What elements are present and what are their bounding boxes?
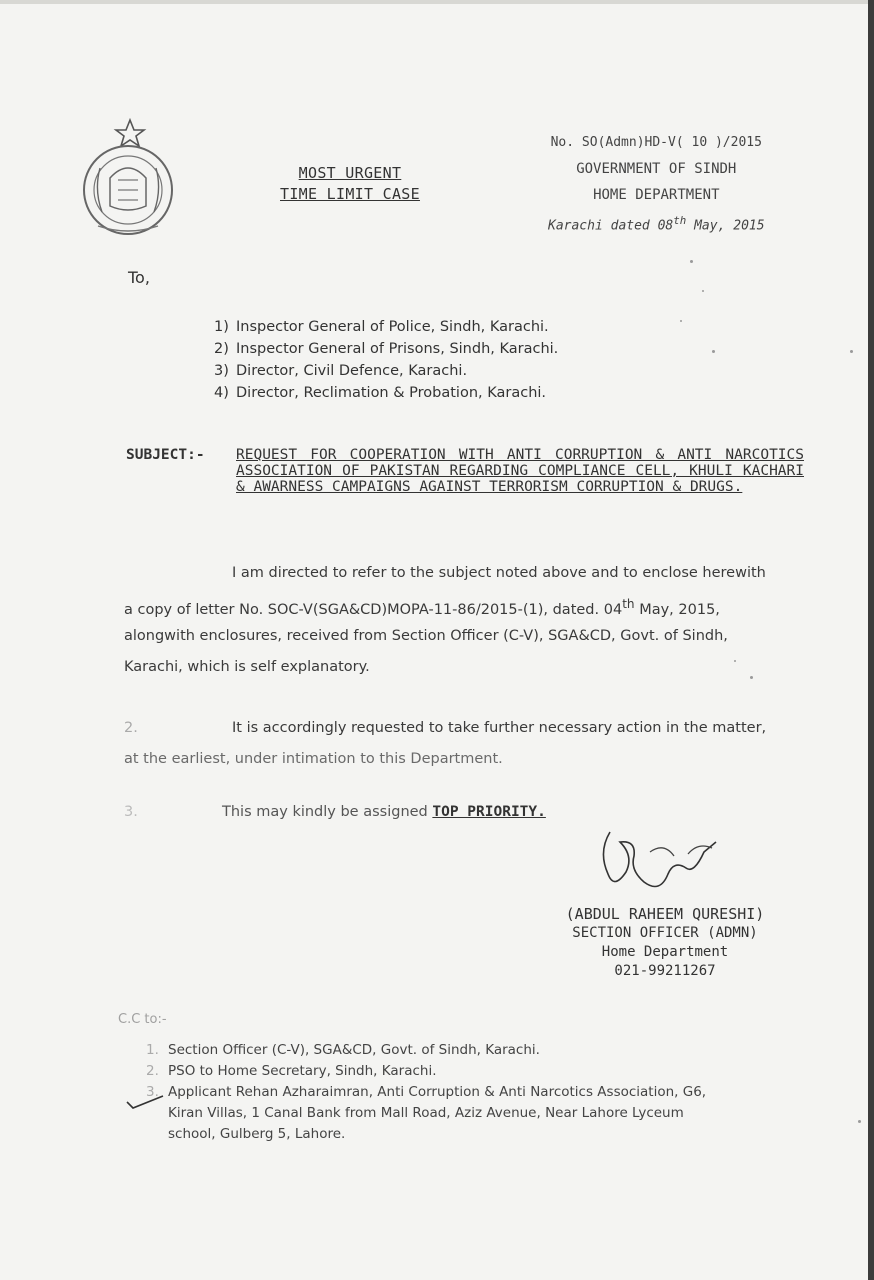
item-number: 2. <box>146 1063 159 1079</box>
p2-line1-text: It is accordingly requested to take further necessary action in the matter, <box>232 720 767 736</box>
paragraph-1-line-3: alongwith enclosures, received from Section Officer (C-V), SGA&CD, Govt. of Sindh, <box>124 628 728 644</box>
scan-speck <box>680 320 682 322</box>
item-text: school, Gulberg 5, Lahore. <box>168 1126 346 1142</box>
list-item <box>214 338 558 360</box>
subject-label: SUBJECT:- <box>126 447 205 463</box>
paragraph-2-line-1 <box>124 720 766 736</box>
government-name: GOVERNMENT OF SINDH <box>576 161 737 177</box>
department-name: HOME DEPARTMENT <box>593 187 720 203</box>
item-text: Inspector General of Prisons, Sindh, Karachi. <box>236 341 559 357</box>
list-item <box>214 382 558 404</box>
date-prefix: Karachi dated 08 <box>548 218 674 234</box>
p3-text: This may kindly be assigned <box>222 804 433 820</box>
item-text: Director, Civil Defence, Karachi. <box>236 363 468 379</box>
government-seal-icon <box>80 118 176 238</box>
reference-number: No. SO(Admn)HD-V( 10 )/2015 <box>550 135 762 150</box>
p1-line2-sup: th <box>622 597 635 611</box>
letter-date <box>548 208 765 239</box>
item-number: 1) <box>214 319 229 335</box>
paragraph-number: 2. <box>124 720 138 736</box>
list-item <box>146 1103 706 1124</box>
list-item <box>214 360 558 382</box>
time-limit-line: TIME LIMIT CASE <box>280 185 420 203</box>
paragraph-number: 3. <box>124 804 138 820</box>
scan-speck <box>858 1120 861 1123</box>
list-item <box>214 316 558 338</box>
signatory-phone: 021-99211267 <box>614 963 716 979</box>
recipient-list <box>214 316 558 404</box>
date-suffix: May, 2015 <box>686 218 765 234</box>
item-text: PSO to Home Secretary, Sindh, Karachi. <box>168 1063 437 1079</box>
paragraph-1-line-1: I am directed to refer to the subject noted above and to enclose herewith <box>232 565 766 581</box>
page-right-edge <box>868 0 874 1280</box>
to-label: To, <box>128 268 150 287</box>
item-text: Director, Reclimation & Probation, Karachi. <box>236 385 547 401</box>
urgency-heading <box>280 163 420 205</box>
scan-speck <box>734 660 736 662</box>
cc-list <box>146 1040 706 1145</box>
paragraph-1-line-2 <box>124 597 720 618</box>
item-number: 3) <box>214 363 229 379</box>
item-text: Inspector General of Police, Sindh, Karachi. <box>236 319 549 335</box>
scan-speck <box>690 260 693 263</box>
scan-speck <box>850 350 853 353</box>
signatory-name: (ABDUL RAHEEM QURESHI) <box>565 905 765 923</box>
page-top-edge <box>0 0 874 4</box>
letterhead <box>548 130 765 239</box>
list-item <box>146 1061 706 1082</box>
p1-line2-tail: May, 2015, <box>634 601 720 618</box>
paragraph-3 <box>124 804 546 820</box>
signatory-title: SECTION OFFICER (ADMN) <box>572 925 758 941</box>
scan-speck <box>702 290 704 292</box>
item-text: Applicant Rehan Azharaimran, Anti Corruption & Anti Narcotics Association, G6, <box>168 1084 707 1100</box>
item-text: Section Officer (C-V), SGA&CD, Govt. of Sindh, Karachi. <box>168 1042 540 1058</box>
p1-line2-text: a copy of letter No. SOC-V(SGA&CD)MOPA-11-86/2015-(1), dated. 04 <box>124 601 623 618</box>
item-number: 4) <box>214 385 229 401</box>
urgent-line: MOST URGENT <box>298 164 402 182</box>
list-item <box>146 1124 706 1145</box>
signatory-department: Home Department <box>601 944 729 960</box>
item-number: 3. <box>146 1084 159 1100</box>
item-number: 1. <box>146 1042 159 1058</box>
item-text: Kiran Villas, 1 Canal Bank from Mall Road, Aziz Avenue, Near Lahore Lyceum <box>168 1105 684 1121</box>
cc-label: C.C to:- <box>118 1012 167 1027</box>
subject-text: REQUEST FOR COOPERATION WITH ANTI CORRUPTION & ANTI NARCOTICS ASSOCIATION OF PAKISTAN REGARDING COMPLIANCE CELL, KHULI KACHARI & AWARNESS CAMPAIGNS AGAINST TERRORISM CORRUPTION & DRUGS. <box>236 447 804 495</box>
paragraph-2-line-2: at the earliest, under intimation to this Department. <box>124 751 503 767</box>
list-item <box>146 1040 706 1061</box>
list-item <box>146 1082 706 1103</box>
handwritten-signature-icon <box>590 812 730 902</box>
scan-speck <box>712 350 715 353</box>
priority-text: TOP PRIORITY. <box>432 804 546 820</box>
paragraph-1-line-4: Karachi, which is self explanatory. <box>124 659 370 675</box>
scan-speck <box>750 676 753 679</box>
date-sup: th <box>673 214 687 227</box>
signatory-block <box>540 905 790 981</box>
item-number: 2) <box>214 341 229 357</box>
